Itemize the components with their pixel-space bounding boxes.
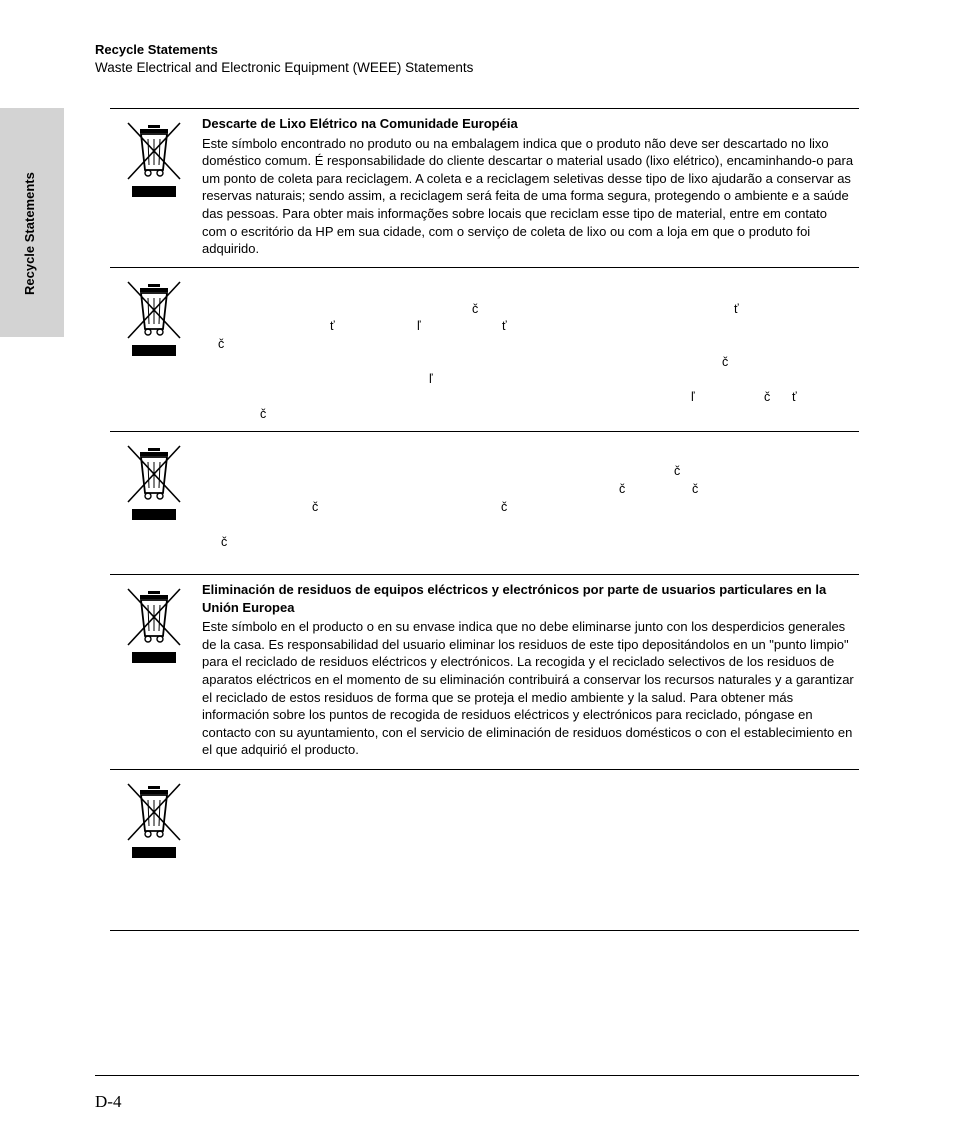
page-number: D-4 (95, 1092, 122, 1111)
stray-glyph: ľ (691, 390, 695, 404)
side-tab-label: Recycle Statements (22, 172, 37, 295)
stray-glyph: ľ (429, 372, 433, 386)
weee-bin-icon (126, 280, 182, 356)
stray-glyph: č (722, 355, 729, 369)
stray-glyph: ť (502, 319, 507, 333)
stray-glyph: č (221, 535, 228, 549)
stray-glyph: č (472, 302, 479, 316)
section-title: Eliminación de residuos de equipos eléctricos y electrónicos por parte de usuarios particulares en la Unión Europea (202, 582, 827, 615)
weee-section-unrendered-language (110, 268, 859, 431)
stray-glyph: ť (330, 319, 335, 333)
running-header-title: Recycle Statements (95, 42, 218, 57)
stray-glyph: č (218, 337, 225, 351)
weee-bin-icon (126, 121, 182, 197)
weee-section-portuguese (110, 109, 859, 267)
stray-glyph: č (260, 407, 267, 421)
stray-glyph: č (692, 482, 699, 496)
weee-section-unrendered-language (110, 770, 859, 930)
stray-glyph: č (501, 500, 508, 514)
weee-bin-icon (126, 782, 182, 858)
stray-glyph: č (312, 500, 319, 514)
weee-bin-icon (126, 444, 182, 520)
section-title: Descarte de Lixo Elétrico na Comunidade Européia (202, 116, 518, 131)
stray-glyph: č (674, 464, 681, 478)
stray-glyph: ť (792, 390, 797, 404)
weee-bin-icon (126, 587, 182, 663)
footer-rule (95, 1075, 859, 1076)
stray-glyph: ť (734, 302, 739, 316)
section-divider (110, 930, 859, 931)
stray-glyph: ľ (417, 319, 421, 333)
section-body: Este símbolo encontrado no produto ou na embalagem indica que o produto não deve ser descartado no lixo doméstico comum. É responsabilidade do cliente descartar o material usado (lixo elétrico), encaminhando-o para um ponto de coleta para reciclagem. A coleta e a reciclagem seletivas desse tipo de lixo ajudarão a conservar as reservas naturais; sendo assim, a reciclagem será feita de uma forma segura, protegendo o ambiente e a saúde das pessoas. Para obter mais informações sobre locais que reciclam esse tipo de material, entre em contato com o escritório da HP em sua cidade, com o serviço de coleta de lixo ou com a loja em que o produto foi adquirido. (202, 135, 854, 257)
weee-section-spanish (110, 575, 859, 769)
stray-glyph: č (619, 482, 626, 496)
weee-section-unrendered-language (110, 432, 859, 574)
stray-glyph: č (764, 390, 771, 404)
running-header-subtitle: Waste Electrical and Electronic Equipment (WEEE) Statements (95, 60, 474, 75)
section-body: Este símbolo en el producto o en su envase indica que no debe eliminarse junto con los desperdicios generales de la casa. Es responsabilidad del usuario eliminar los residuos de este tipo depositándolos en un "punto limpio" para el reciclado de residuos eléctricos y electrónicos. La recogida y el reciclado selectivos de los residuos de aparatos eléctricos en el momento de su eliminación contribuirá a conservar los recursos naturales y a garantizar el reciclado de estos residuos de forma que se proteja el medio ambiente y la salud. Para obtener más información sobre los puntos de recogida de residuos eléctricos y electrónicos para reciclado, póngase en contacto con su ayuntamiento, con el servicio de eliminación de residuos domésticos o con el establecimiento en el que adquirió el producto. (202, 619, 854, 758)
